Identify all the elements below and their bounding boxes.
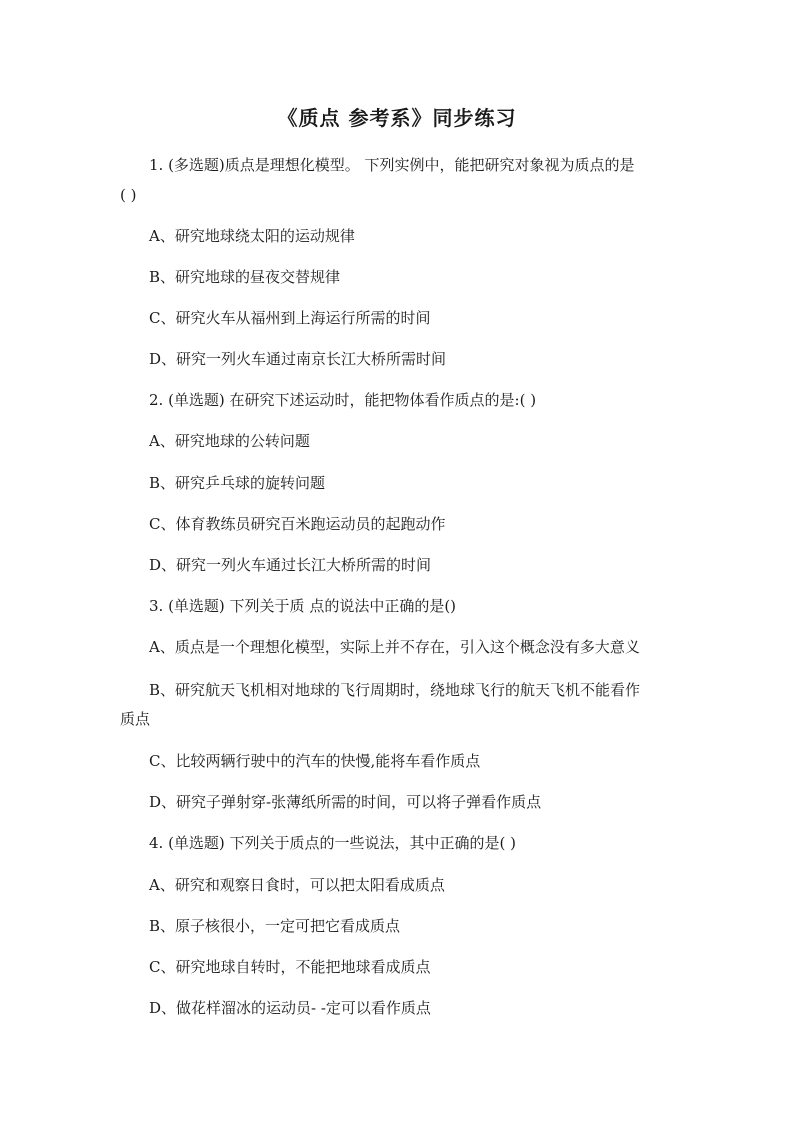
question-1-stem: 1. (多选题)质点是理想化模型。 下列实例中，能把研究对象视为质点的是: [149, 156, 635, 174]
question-1-option-b: B、研究地球的昼夜交替规律: [149, 268, 341, 286]
question-3-option-d: D、研究子弹射穿-张薄纸所需的时间，可以将子弹看作质点: [149, 793, 542, 811]
question-1-stem-cont: ( ): [120, 186, 137, 204]
question-4-option-b: B、原子核很小，一定可把它看成质点: [149, 917, 401, 935]
question-1-option-a: A、研究地球绕太阳的运动规律: [149, 227, 355, 245]
question-4-option-d: D、做花样溜冰的运动员- -定可以看作质点: [149, 999, 431, 1017]
question-4-stem: 4. (单选题) 下列关于质点的一些说法，其中正确的是( ): [149, 834, 517, 852]
question-1-option-c: C、研究火车从福州到上海运行所需的时间: [149, 309, 431, 327]
question-2-option-c: C、体育教练员研究百米跑运动员的起跑动作: [149, 515, 446, 533]
question-3-option-a: A、质点是一个理想化模型，实际上并不存在，引入这个概念没有多大意义: [149, 638, 640, 656]
question-2-option-d: D、研究一列火车通过长江大桥所需的时间: [149, 556, 432, 574]
question-2-option-b: B、研究乒乓球的旋转问题: [149, 474, 326, 492]
question-2-stem: 2. (单选题) 在研究下述运动时，能把物体看作质点的是:( ): [149, 391, 537, 409]
document-title: 《质点 参考系》同步练习: [277, 106, 517, 130]
question-3-stem: 3. (单选题) 下列关于质 点的说法中正确的是(): [149, 597, 457, 615]
question-4-option-a: A、研究和观察日食时，可以把太阳看成质点: [149, 876, 445, 894]
question-2-option-a: A、研究地球的公转问题: [149, 432, 310, 450]
question-3-option-b-cont: 质点: [120, 710, 151, 728]
question-1-option-d: D、研究一列火车通过南京长江大桥所需时间: [149, 350, 447, 368]
question-3-option-c: C、比较两辆行驶中的汽车的快慢,能将车看作质点: [149, 752, 481, 770]
question-3-option-b: B、研究航天飞机相对地球的飞行周期时，绕地球飞行的航天飞机不能看作: [149, 681, 641, 699]
question-4-option-c: C、研究地球自转时，不能把地球看成质点: [149, 958, 431, 976]
